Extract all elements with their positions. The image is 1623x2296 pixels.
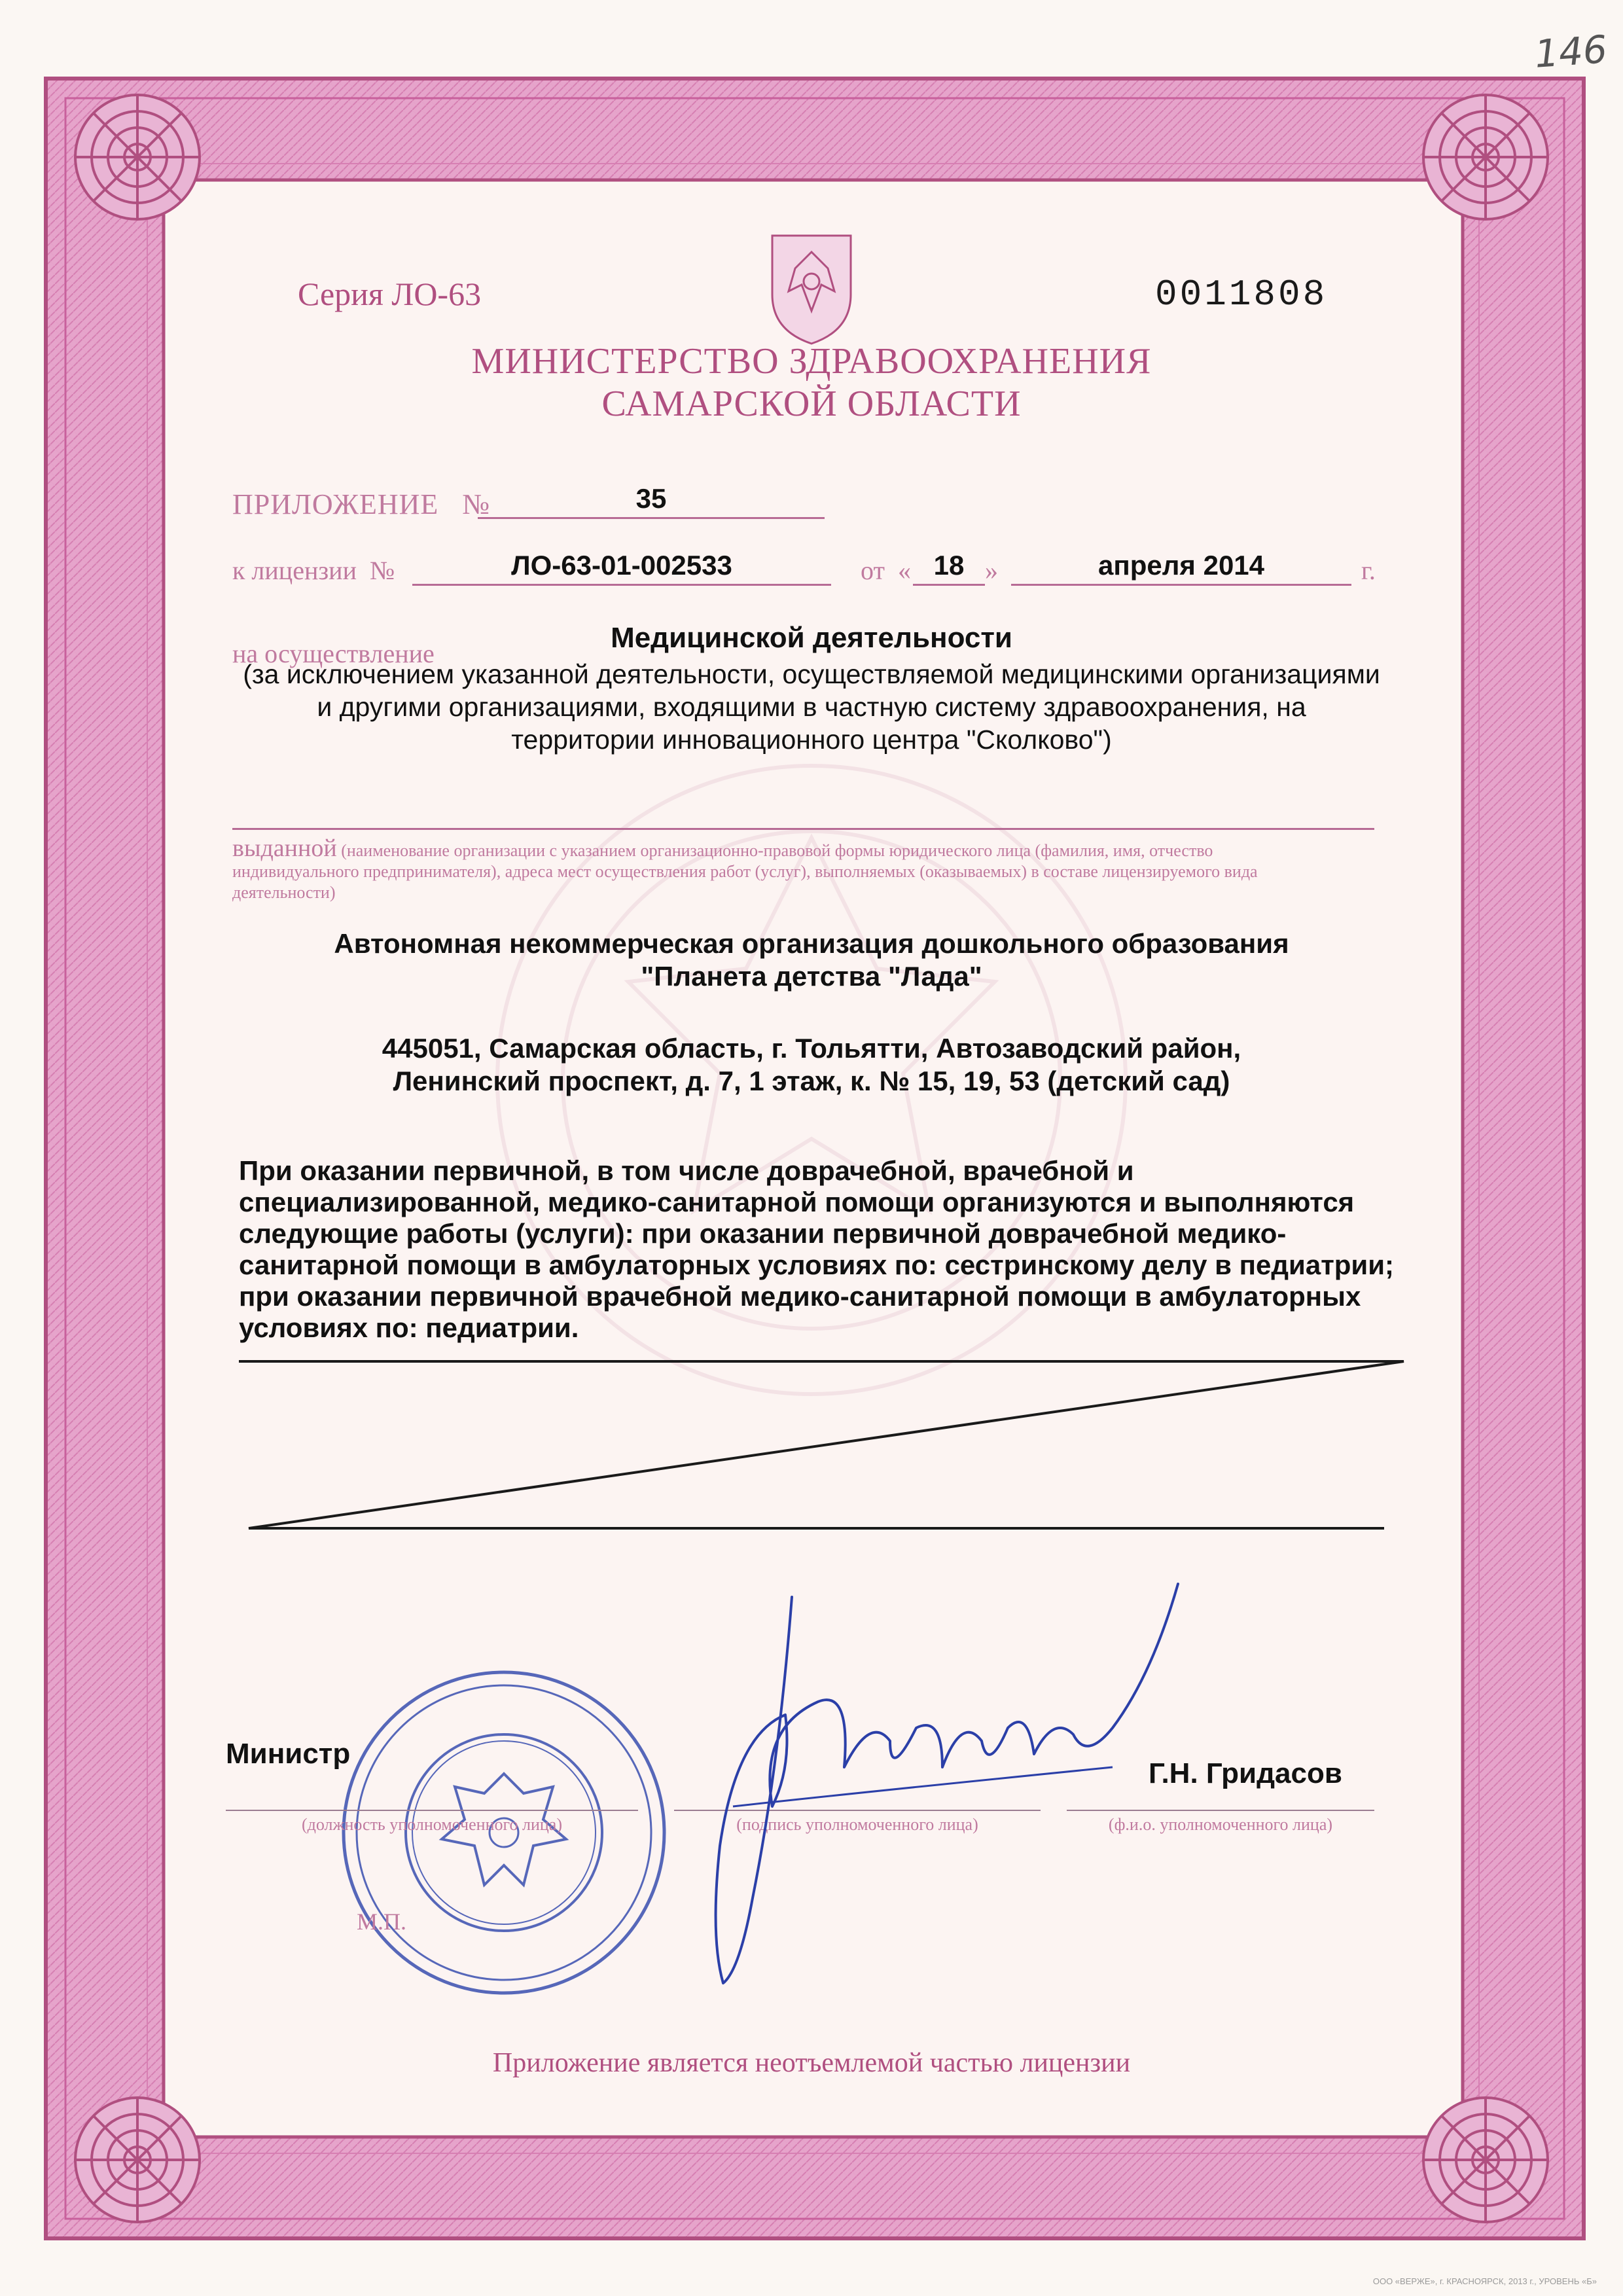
activity-name: Медицинской деятельности xyxy=(611,622,1012,654)
printer-imprint: ООО «ВЕРЖЕ», г. КРАСНОЯРСК, 2013 г., УРОВЕНЬ «Б» xyxy=(1372,2276,1597,2286)
license-number: ЛО-63-01-002533 xyxy=(412,550,831,586)
signatory-position: Министр xyxy=(226,1738,351,1770)
services-line5: при оказании первичной врачебной медико-санитарной помощи в амбулаторных xyxy=(239,1281,1361,1312)
license-label: к лицензии № xyxy=(232,556,395,585)
license-quote-close: » xyxy=(985,556,998,585)
issued-hint: выданной (наименование организации с указанием организационно-правовой формы юридического лица (фамилия, имя, отчество индивидуального предпринимателя), адреса мест осуществления работ (услуг), выполняемых (оказываемых) в составе лицензируемого вида деятельности) xyxy=(232,834,1258,902)
license-day: 18 xyxy=(913,550,985,586)
position-hint: (должность уполномоченного лица) xyxy=(301,1815,562,1834)
form-number: 0011808 xyxy=(1155,274,1328,315)
activity-line1: (за исключением указанной деятельности, осуществляемой медицинскими организациями xyxy=(243,659,1380,689)
services-line1: При оказании первичной, в том числе доврачебной, врачебной и xyxy=(239,1155,1134,1186)
license-month-year: апреля 2014 xyxy=(1011,550,1351,586)
organization-line2: "Планета детства "Лада" xyxy=(641,961,982,992)
position-line xyxy=(226,1810,638,1811)
address-line1: 445051, Самарская область, г. Тольятти, Автозаводский район, xyxy=(382,1033,1241,1064)
series-label: Серия ЛО-63 xyxy=(298,276,482,312)
license-year-suffix: г. xyxy=(1361,556,1376,585)
address-line2: Ленинский проспект, д. 7, 1 этаж, к. № 15, 19, 53 (детский сад) xyxy=(393,1066,1230,1096)
services-line2: специализированной, медико-санитарной помощи организуются и выполняются xyxy=(239,1187,1355,1217)
activity-underline xyxy=(232,828,1374,830)
signatory-name: Г.Н. Гридасов xyxy=(1149,1757,1342,1789)
ministry-title-line2: САМАРСКОЙ ОБЛАСТИ xyxy=(601,384,1022,424)
annex-label: ПРИЛОЖЕНИЕ № xyxy=(232,488,491,520)
services-line3: следующие работы (услуги): при оказании первичной доврачебной медико- xyxy=(239,1218,1287,1249)
annex-footer-note: Приложение является неотъемлемой частью лицензии xyxy=(492,2048,1131,2078)
services-line4: санитарной помощи в амбулаторных условиях по: сестринскому делу в педиатрии; xyxy=(239,1249,1395,1280)
annex-number: 35 xyxy=(478,483,825,519)
activity-line3: территории инновационного центра "Сколково") xyxy=(511,725,1112,755)
signature-hint: (подпись уполномоченного лица) xyxy=(736,1815,978,1834)
organization-line1: Автономная некоммерческая организация дошкольного образования xyxy=(334,928,1289,959)
signature-line xyxy=(674,1810,1041,1811)
services-text xyxy=(239,1155,1404,1344)
page-number: 146 xyxy=(1533,27,1609,77)
activity-line2: и другими организациями, входящими в частную систему здравоохранения, на xyxy=(317,692,1306,722)
license-from-label: от « xyxy=(861,556,911,585)
stamp-place-label: М.П. xyxy=(357,1909,407,1935)
ministry-title-line1: МИНИСТЕРСТВО ЗДРАВООХРАНЕНИЯ xyxy=(471,341,1152,382)
services-line6: условиях по: педиатрии. xyxy=(239,1312,579,1343)
name-line xyxy=(1067,1810,1374,1811)
name-hint: (ф.и.о. уполномоченного лица) xyxy=(1108,1815,1333,1834)
activity-label: на осуществление xyxy=(232,639,435,668)
